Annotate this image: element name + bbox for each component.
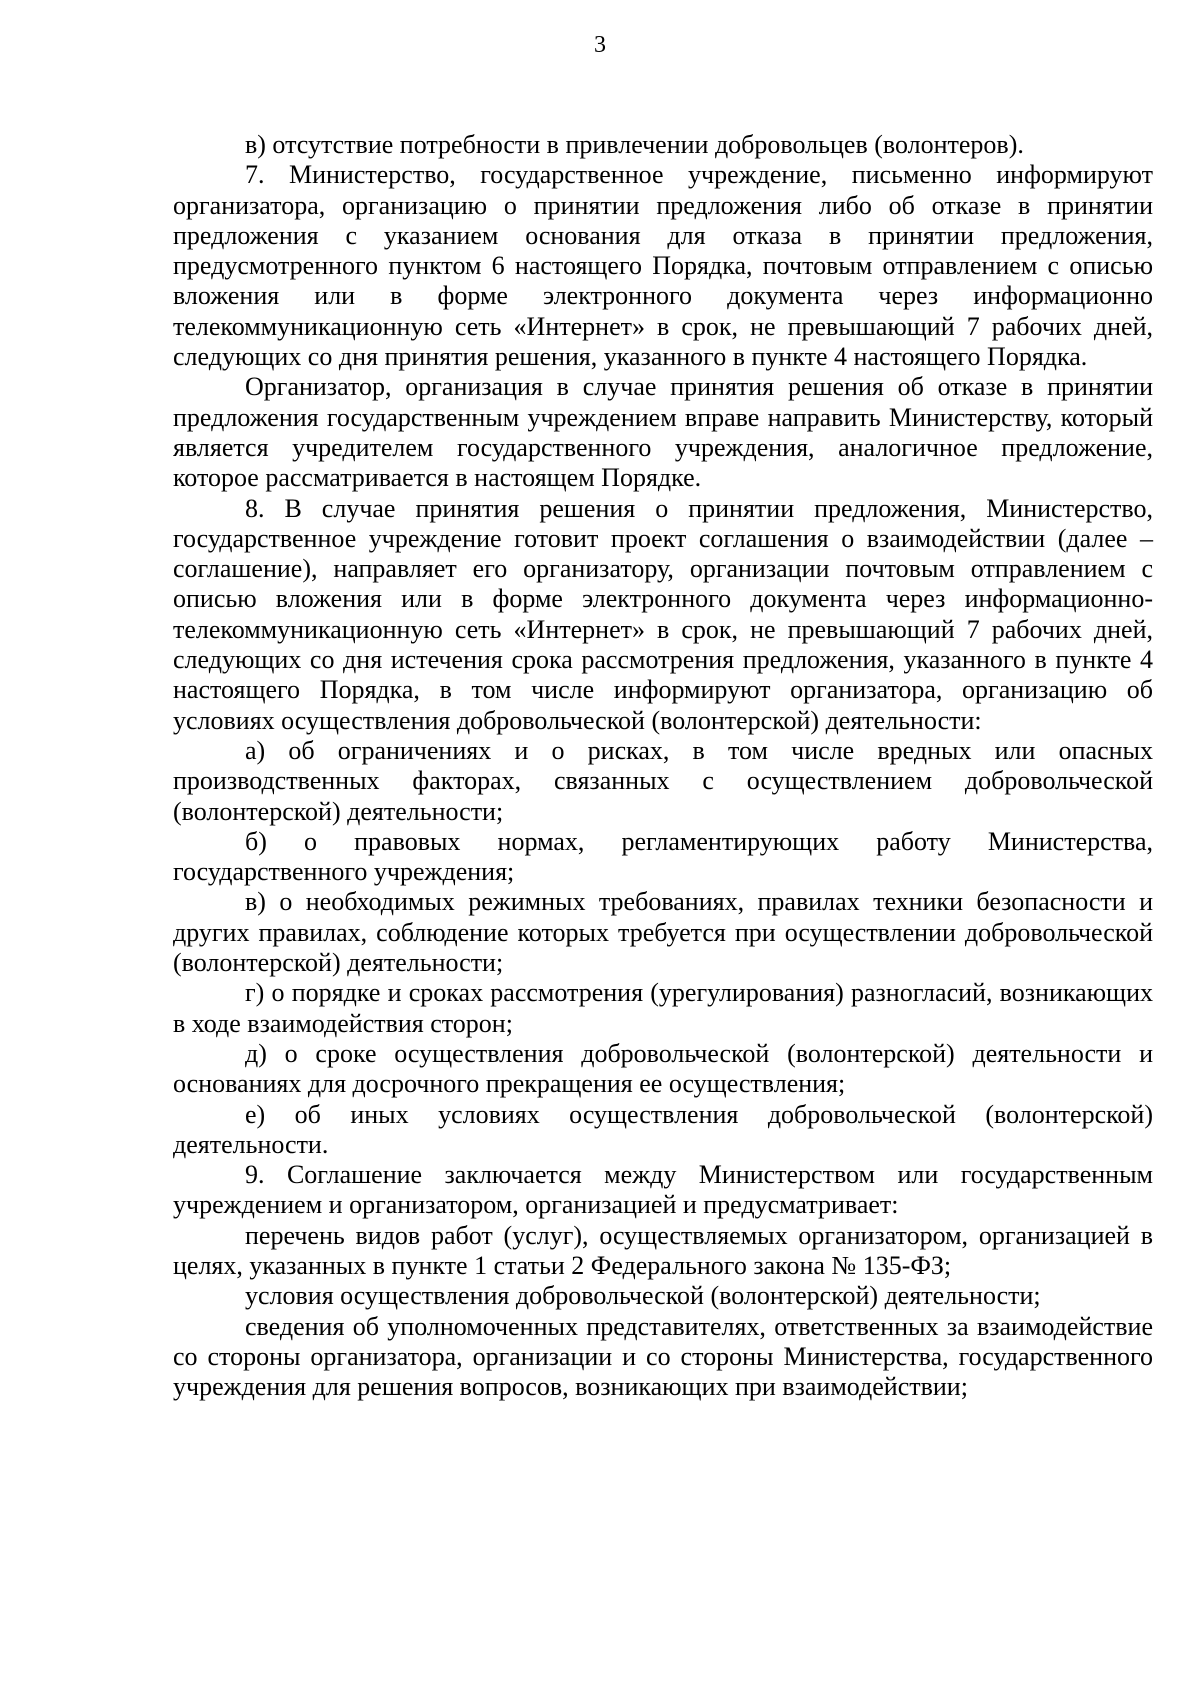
paragraph-9: 9. Соглашение заключается между Министерством или государственным учреждением и организатором, организацией и предусматривает: [173,1160,1153,1220]
paragraph-8b: б) о правовых нормах, регламентирующих работу Министерства, государственного учреждения; [173,826,1153,887]
paragraph-8v: в) о необходимых режимных требованиях, правилах техники безопасности и других правилах, соблюдение которых требуется при осуществлении добровольческой (волонтерской) деятельности; [173,887,1153,978]
document-body [173,130,1153,1402]
paragraph-8g: г) о порядке и сроках рассмотрения (урегулирования) разногласий, возникающих в ходе взаимодействия сторон; [173,978,1153,1038]
paragraph-6v: в) отсутствие потребности в привлечении добровольцев (волонтеров). [245,130,1024,159]
paragraph-7-organizer: Организатор, организация в случае принятия решения об отказе в принятии предложения государственным учреждением вправе направить Министерству, который является учредителем государственного учреждения, аналогичное предложение, которое рассматривается в настоящем Порядке. [173,372,1153,493]
paragraph-8e: е) об иных условиях осуществления добровольческой (волонтерской) деятельности. [173,1099,1153,1159]
paragraph-8: 8. В случае принятия решения о принятии предложения, Министерство, государственное учреждение готовит проект соглашения о взаимодействии (далее – соглашение), направляет его организатору, организации почтовым отправлением с описью вложения или в форме электронного документа через информационно-телекоммуникационную сеть «Интернет» в срок, не превышающий 7 рабочих дней, следующих со дня истечения срока рассмотрения предложения, указанного в пункте 4 настоящего Порядка, в том числе информируют организатора, организацию об условиях осуществления добровольческой (волонтерской) деятельности: [173,493,1153,735]
paragraph-9-works-list: перечень видов работ (услуг), осуществляемых организатором, организацией в целях, указанных в пункте 1 статьи 2 Федерального закона № 135-ФЗ; [173,1220,1153,1280]
paragraph-9-representatives: сведения об уполномоченных представителях, ответственных за взаимодействие со стороны организатора, организации и со стороны Министерства, государственного учреждения для решения вопросов, возникающих при взаимодействии; [173,1311,1153,1402]
paragraph-7: 7. Министерство, государственное учреждение, письменно информируют организатора, организацию о принятии предложения либо об отказе в принятии предложения с указанием основания для отказа в принятии предложения, предусмотренного пунктом 6 настоящего Порядка, почтовым отправлением с описью вложения или в форме электронного документа через информационно телекоммуникационную сеть «Интернет» в срок, не превышающий 7 рабочих дней, следующих со дня принятия решения, указанного в пункте 4 настоящего Порядка. [173,160,1153,372]
paragraph-8a: а) об ограничениях и о рисках, в том числе вредных или опасных производственных факторах, связанных с осуществлением добровольческой (волонтерской) деятельности; [173,735,1153,826]
paragraph-9-conditions: условия осуществления добровольческой (волонтерской) деятельности; [245,1281,1041,1311]
page-number: 3 [594,32,606,58]
paragraph-8d: д) о сроке осуществления добровольческой (волонтерской) деятельности и основаниях для досрочного прекращения ее осуществления; [173,1038,1153,1099]
